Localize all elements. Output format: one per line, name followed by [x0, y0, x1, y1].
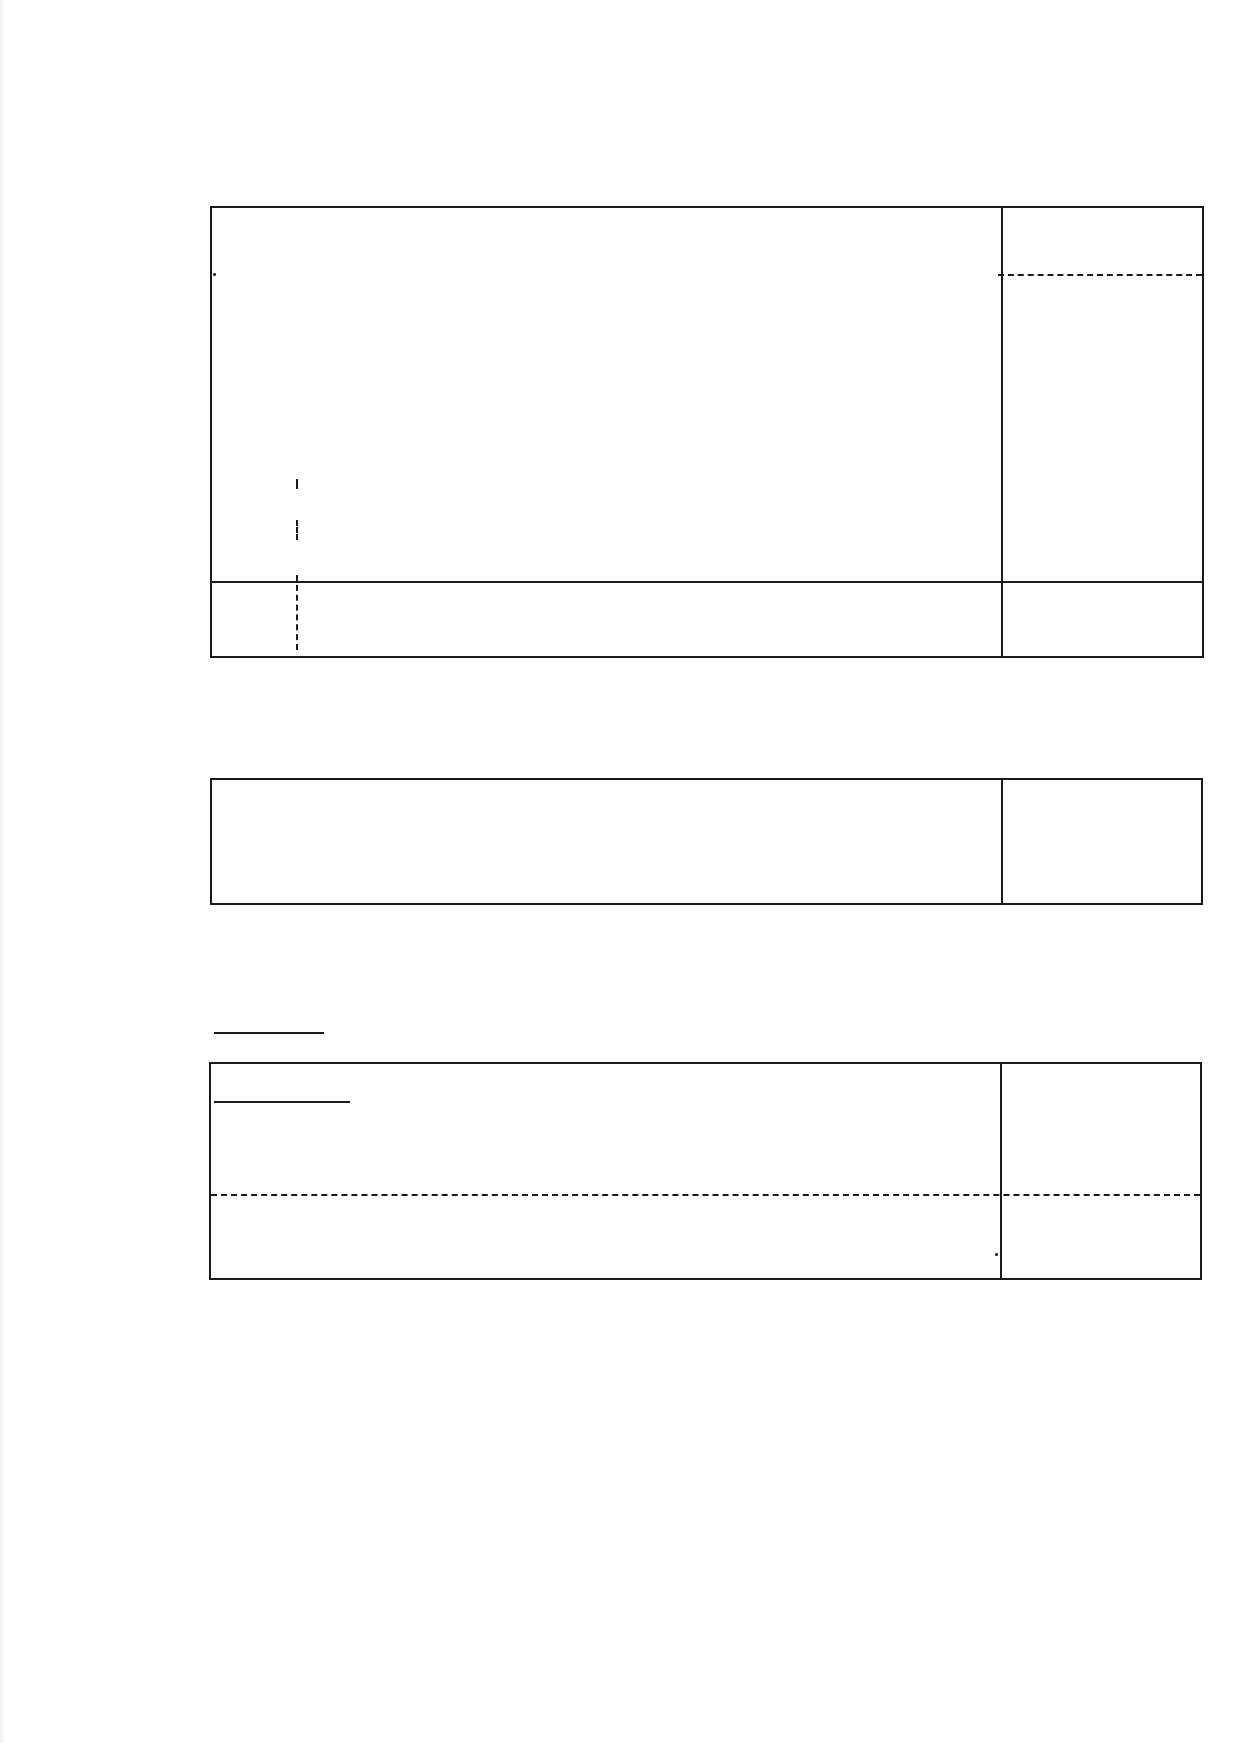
hinterland-column-divider — [1001, 779, 1003, 904]
section3-column-divider — [1000, 1063, 1002, 1279]
section3-corner-mark — [995, 1253, 998, 1256]
section3-blank-heading-line — [214, 1032, 324, 1034]
vorderland-value-dashed-line — [998, 274, 1202, 276]
vorderland-tick-mark-1 — [296, 479, 298, 489]
hinterland-table — [210, 778, 1203, 905]
section3-inner-blank-line — [214, 1101, 350, 1103]
vorderland-tick-mark-2 — [296, 520, 298, 540]
section3-dashed-row-divider — [211, 1194, 1200, 1196]
vorderland-left-mark — [213, 273, 216, 276]
section3-table — [209, 1062, 1202, 1280]
scan-edge-shadow — [0, 0, 6, 1743]
vorderland-dashed-vertical — [296, 575, 298, 650]
vorderland-total-row-divider — [211, 581, 1202, 583]
